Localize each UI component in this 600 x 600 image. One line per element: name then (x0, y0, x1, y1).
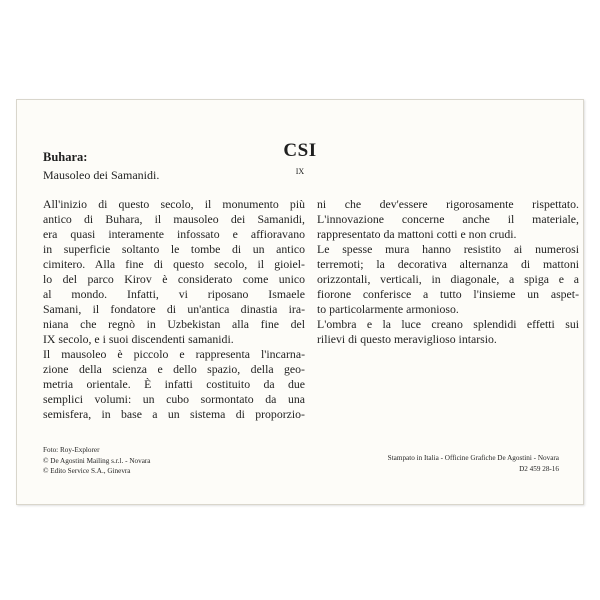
print-credits (388, 453, 559, 474)
body-text-line: to particolarmente armonioso. (317, 302, 459, 316)
postcard-back (16, 99, 584, 505)
body-text-line: L'innovazione concerne anche il materiale, (317, 212, 579, 226)
credit-line: © De Agostini Mailing s.r.l. - Novara (43, 456, 151, 465)
body-text-line: rilievi di questo meraviglioso intarsio. (317, 332, 497, 346)
body-text-line: orizzontali, verticali, in diagonale, a spiga e a (317, 272, 579, 286)
body-text-line: zione della scienza e dello spazio, della geo- (43, 362, 305, 376)
body-text-line: ni che dev'essere rigorosamente rispettato. (317, 197, 579, 211)
body-text-line: semplici volumi: un cubo sormontato da una (43, 392, 305, 406)
credit-line: Stampato in Italia - Officine Grafiche De Agostini - Novara (387, 454, 559, 462)
body-text-line: antico di Buhara, il mausoleo dei Samanidi, (43, 212, 305, 226)
body-text-line: IX secolo, e i suoi discendenti samanidi. (43, 332, 234, 346)
monument-subtitle: Mausoleo dei Samanidi. (43, 168, 160, 182)
body-text-line: cimitero. Alla fine di questo secolo, il gioiel- (43, 257, 305, 271)
body-text-line: All'inizio di questo secolo, il monumento più (43, 197, 305, 211)
body-text-line: era quasi interamente infossato e affioravano (43, 227, 305, 241)
body-text-line: terremoti; la decorativa alternanza di mattoni (317, 257, 579, 271)
credit-line: Foto: Roy-Explorer (43, 446, 100, 454)
body-text-line: semisfera, in base a un sistema di proporzio- (43, 407, 305, 421)
body-text-line: Samani, il fondatore di un'antica dinastia ira- (43, 302, 305, 316)
card-numeral: IX (295, 167, 305, 176)
body-text-line: lo del parco Kirov è considerato come unico (43, 272, 305, 286)
photo-credits (43, 445, 150, 477)
body-text-line: in superficie soltanto le tombe di un antico (43, 242, 305, 256)
credit-line: D2 459 28-16 (519, 464, 559, 473)
body-text-line: Il mausoleo è piccolo e rappresenta l'incarna- (43, 347, 305, 361)
body-text-line: rappresentato da mattoni cotti e non crudi. (317, 227, 517, 241)
body-text-line: metria orientale. È infatti costituito da due (43, 377, 305, 391)
body-text-line: Le spesse mura hanno resistito ai numerosi (317, 242, 579, 256)
body-text-line: fiorone conferisce a tutto l'insieme un aspet- (317, 287, 579, 301)
body-text-line: al mondo. Infatti, vi riposano Ismaele (43, 287, 305, 301)
credit-line: © Edito Service S.A., Ginevra (43, 467, 131, 475)
body-text-line: niana che regnò in Uzbekistan alla fine del (43, 317, 305, 331)
body-text-line: L'ombra e la luce creano splendidi effetti sui (317, 317, 579, 331)
city-heading: Buhara: (43, 150, 88, 164)
text-column-left (43, 197, 305, 422)
text-column-right (317, 197, 579, 347)
country-title: CSI (283, 140, 317, 161)
